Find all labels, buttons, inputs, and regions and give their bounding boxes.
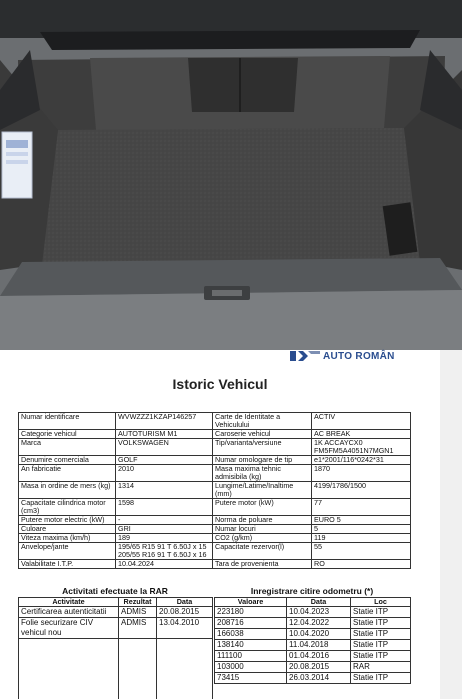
table-row-empty [19,639,213,699]
rar-activity: Folie securizare CIV vehicul nou [19,618,119,639]
odometer-location: Statie ITP [351,640,411,651]
vehicle-label: Categorie vehicul [19,430,116,439]
vehicle-label: Anvelope/jante [19,543,116,560]
rar-result: ADMIS [119,618,157,639]
vehicle-value: RO [312,560,411,569]
vehicle-value: WVWZZZ1KZAP146257 [116,413,213,430]
vehicle-value: 195/65 R15 91 T 6.50J x 15 205/55 R16 91 T 6.50J x 16 [116,543,213,560]
rar-activity: Certificarea autenticitatii [19,607,119,618]
vehicle-value: 1598 [116,499,213,516]
vehicle-label: Culoare [19,525,116,534]
vehicle-label: Tara de provenienta [213,560,312,569]
odometer-title: Inregistrare citire odometru (*) [250,586,374,596]
vehicle-label: Tip/varianta/versiune [213,439,312,456]
rar-header-rezultat: Rezultat [119,598,157,607]
rar-empty-cell [119,639,157,699]
vehicle-label: Capacitate cilindrica motor (cm3) [19,499,116,516]
rar-date: 13.04.2010 [157,618,213,639]
table-row [215,607,411,618]
vehicle-label: Putere motor electric (kW) [19,516,116,525]
odometer-header-valoare: Valoare [215,598,287,607]
vehicle-value: 10.04.2024 [116,560,213,569]
vehicle-value: e1*2001/116*0242*31 [312,456,411,465]
vehicle-value: 1314 [116,482,213,499]
vehicle-value: ACTIV [312,413,411,430]
auto-roman-logo [290,347,395,365]
vehicle-value: 1870 [312,465,411,482]
odometer-location: Statie ITP [351,673,411,684]
table-row [19,430,411,439]
rar-header-data: Data [157,598,213,607]
table-row [19,618,213,639]
odometer-header-row [215,598,411,607]
odometer-date: 10.04.2023 [287,607,351,618]
rar-date: 20.08.2015 [157,607,213,618]
vehicle-value: 119 [312,534,411,543]
table-row [215,640,411,651]
vehicle-value: EURO 5 [312,516,411,525]
table-row [19,465,411,482]
vehicle-value: GOLF [116,456,213,465]
vehicle-value: 77 [312,499,411,516]
table-row [19,499,411,516]
odometer-value: 111100 [215,651,287,662]
table-row [19,525,411,534]
odometer-value: 208716 [215,618,287,629]
table-row [215,629,411,640]
vehicle-value: 55 [312,543,411,560]
table-row [19,560,411,569]
odometer-date: 01.04.2016 [287,651,351,662]
vehicle-label: Viteza maxima (km/h) [19,534,116,543]
logo-text: AUTO ROMÂN [323,350,395,362]
vehicle-label: An fabricatie [19,465,116,482]
table-row [19,482,411,499]
table-row [19,439,411,456]
page-edge [440,350,462,699]
vehicle-label: Lungime/Latime/Inaltime (mm) [213,482,312,499]
odometer-date: 20.08.2015 [287,662,351,673]
vehicle-label: CO2 (g/km) [213,534,312,543]
rar-activities-table [18,597,213,699]
vehicle-label: Marca [19,439,116,456]
vehicle-label: Norma de poluare [213,516,312,525]
odometer-value: 166038 [215,629,287,640]
odometer-value: 138140 [215,640,287,651]
table-row [19,516,411,525]
vehicle-value: GRI [116,525,213,534]
odometer-location: RAR [351,662,411,673]
table-row [19,534,411,543]
vehicle-label: Numar locuri [213,525,312,534]
vehicle-label: Denumire comerciala [19,456,116,465]
vehicle-label: Carte de Identitate a Vehiculului [213,413,312,430]
vehicle-label: Numar omologare de tip [213,456,312,465]
vehicle-label: Numar identificare [19,413,116,430]
table-row [215,673,411,684]
vehicle-value: VOLKSWAGEN [116,439,213,456]
odometer-date: 10.04.2020 [287,629,351,640]
rar-empty-cell [19,639,119,699]
vehicle-value: 4199/1786/1500 [312,482,411,499]
odometer-value: 103000 [215,662,287,673]
odometer-value: 223180 [215,607,287,618]
rar-empty-cell [157,639,213,699]
rar-activities-title: Activitati efectuate la RAR [62,586,168,596]
vehicle-value: 1K ACCAYCX0 FM5FM5A4051N7MGN1 [312,439,411,456]
rar-header-activitate: Activitate [19,598,119,607]
vehicle-label: Valabilitate I.T.P. [19,560,116,569]
table-row [19,456,411,465]
vehicle-details-table [18,412,411,569]
table-row [19,413,411,430]
vehicle-label: Masa in ordine de mers (kg) [19,482,116,499]
odometer-location: Statie ITP [351,618,411,629]
odometer-table [214,597,411,684]
vehicle-label: Putere motor (kW) [213,499,312,516]
vehicle-label: Caroserie vehicul [213,430,312,439]
odometer-header-data: Data [287,598,351,607]
table-row [215,651,411,662]
vehicle-value: 189 [116,534,213,543]
table-row [215,662,411,673]
vehicle-value: 2010 [116,465,213,482]
vehicle-details-body [19,413,411,569]
rar-header-row [19,598,213,607]
table-row [215,618,411,629]
rar-result: ADMIS [119,607,157,618]
vehicle-value: 5 [312,525,411,534]
odometer-date: 26.03.2014 [287,673,351,684]
odometer-location: Statie ITP [351,651,411,662]
table-row [19,607,213,618]
odometer-header-loc: Loc [351,598,411,607]
logo-mark-icon [290,349,320,363]
odometer-value: 73415 [215,673,287,684]
odometer-location: Statie ITP [351,607,411,618]
vehicle-value: AC BREAK [312,430,411,439]
table-row [19,543,411,560]
odometer-date: 12.04.2022 [287,618,351,629]
vehicle-label: Capacitate rezervor(l) [213,543,312,560]
document-title: Istoric Vehicul [172,376,268,392]
vehicle-value: - [116,516,213,525]
odometer-body [215,607,411,684]
odometer-location: Statie ITP [351,629,411,640]
vehicle-label: Masa maxima tehnic admisibila (kg) [213,465,312,482]
odometer-date: 11.04.2018 [287,640,351,651]
vehicle-value: AUTOTURISM M1 [116,430,213,439]
